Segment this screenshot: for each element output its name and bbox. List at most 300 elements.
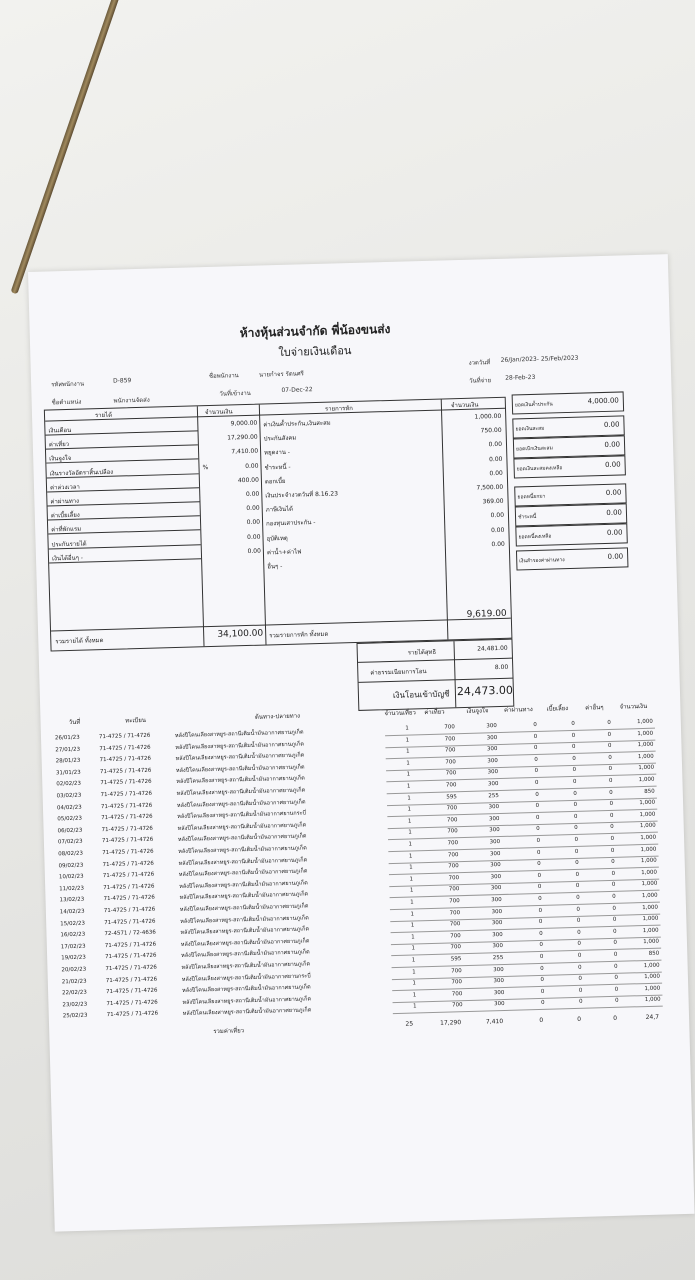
deduction-item-label: เงินประจำงวดวันที่ 8.16.23 bbox=[265, 490, 339, 500]
trip-cell: 300 bbox=[489, 839, 501, 846]
trip-cell: 700 bbox=[444, 724, 455, 731]
trip-cell: 1 bbox=[408, 829, 412, 836]
trip-cell: 0 bbox=[611, 859, 615, 866]
trip-cell: 1 bbox=[412, 980, 417, 987]
trip-cell: 05/02/23 bbox=[57, 815, 83, 823]
trip-cell: 1,000 bbox=[640, 857, 657, 865]
trip-cell: 1 bbox=[409, 876, 414, 883]
trip-cell: 71-4725 / 71-4726 bbox=[99, 767, 152, 775]
deduction-item-amount: 0.00 bbox=[490, 526, 505, 534]
deduction-item-label: ค่าน้ำ+ค่าไฟ bbox=[266, 548, 302, 557]
deduction-header-item: รายการหัก bbox=[324, 404, 353, 413]
trip-cell: 0 bbox=[607, 719, 611, 726]
trip-header-cell: ค่าเที่ยว bbox=[424, 708, 445, 717]
trip-cell: 71-4725 / 71-4726 bbox=[103, 895, 155, 903]
trip-cell: 700 bbox=[447, 840, 459, 847]
trip-cell: 0 bbox=[573, 790, 577, 797]
trip-cell: 300 bbox=[493, 978, 505, 985]
trip-cell: 17/02/23 bbox=[60, 943, 86, 951]
trip-cell: 0 bbox=[574, 825, 578, 832]
trip-cell: 0 bbox=[611, 882, 616, 889]
trip-cell: 700 bbox=[449, 909, 461, 917]
trip-cell: 23/02/23 bbox=[62, 1001, 88, 1009]
trip-cell: หลังปีโคนเลียงสาหยูร-สถานีเติมน้ำมันอากาศยานภูเก็ต bbox=[179, 891, 309, 902]
side-box-label: ยอดเบิกเงินสะสม bbox=[516, 445, 553, 453]
trip-cell: หลังปีโคนเลียงสาหยูร-สถานีเติมน้ำมันอากาศยานภูเก็ต bbox=[178, 868, 308, 879]
trip-cell: 300 bbox=[491, 908, 503, 915]
trip-cell: 1 bbox=[410, 911, 415, 918]
trip-cell: 1 bbox=[409, 864, 413, 871]
fee-label: ค่าธรรมเนียมการโอน bbox=[370, 668, 427, 677]
trip-cell: 1,000 bbox=[642, 904, 659, 911]
trip-cell: 0 bbox=[572, 755, 576, 762]
trip-header-cell: ทะเบียน bbox=[125, 716, 146, 725]
trip-cell: 1 bbox=[409, 887, 414, 894]
trip-cell: หลังปีโคนเลียงสาหยูร-สถานีเติมน้ำมันอากาศยานภูเก็ต bbox=[179, 880, 308, 890]
trip-cell: 07/02/23 bbox=[57, 839, 83, 846]
employee-id: D-859 bbox=[112, 377, 132, 385]
trip-cell: 1 bbox=[406, 783, 411, 790]
trip-cell: 03/02/23 bbox=[56, 792, 82, 800]
trip-cell: 700 bbox=[445, 770, 457, 777]
trip-cell: 0 bbox=[539, 942, 544, 949]
trip-cell: 0 bbox=[609, 801, 614, 808]
trip-cell: 1 bbox=[410, 899, 414, 906]
trip-cell: 1,000 bbox=[643, 962, 660, 969]
income-item-amount: 0.00 bbox=[247, 547, 261, 555]
trip-cell: 1,000 bbox=[636, 718, 653, 726]
trip-cell: 700 bbox=[451, 990, 463, 998]
trip-cell: 0 bbox=[607, 731, 612, 738]
trip-total-toll: 0 bbox=[539, 1016, 544, 1025]
income-item-label: เงินจูงใจ bbox=[49, 455, 72, 463]
trip-cell: 1,000 bbox=[639, 811, 656, 818]
trip-cell: 0 bbox=[573, 813, 578, 820]
trip-cell: 1 bbox=[411, 957, 416, 964]
trip-cell: 1,000 bbox=[640, 846, 657, 853]
trip-cell: 0 bbox=[538, 907, 543, 914]
deduction-item-amount: 0.00 bbox=[489, 469, 503, 477]
income-header-amount: จำนวนเงิน bbox=[204, 408, 233, 417]
trip-cell: หลังปีโคนเลียงสาหยูร-สถานีเติมน้ำมันอากาศยานภูเก็ต bbox=[175, 764, 305, 774]
company-title: ห้างหุ้นส่วนจำกัด พี่น้องขนส่ง bbox=[239, 321, 391, 341]
trip-cell: หลังปีโคนเลียงสาหยูร-สถานีเติมน้ำมันอากาศยานภูเก็ต bbox=[175, 741, 304, 751]
trip-cell: 1 bbox=[406, 760, 410, 767]
trip-cell: 1 bbox=[406, 771, 411, 779]
income-item-amount: 0.00 bbox=[245, 490, 260, 499]
pay-date: 28-Feb-23 bbox=[505, 373, 536, 382]
trip-cell: 300 bbox=[487, 757, 498, 765]
trip-cell: 71-4725 / 71-4726 bbox=[101, 837, 154, 845]
trip-cell: หลังปีโคนเลียงสาหยูร-สถานีเติมน้ำมันอากาศยานภูเก็ต bbox=[182, 1007, 312, 1018]
trip-header-cell: เงินจูงใจ bbox=[466, 707, 489, 715]
trip-cell: 1 bbox=[412, 992, 417, 999]
pay-date-label: วันที่จ่าย bbox=[469, 377, 492, 385]
trip-cell: หลังปีโคนเลียงสาหยูร-สถานีเติมน้ำมันอากาศยานภูเก็ต bbox=[181, 949, 310, 960]
trip-cell: 700 bbox=[450, 932, 461, 940]
income-item-label: เงินรางวัลอัตราสิ้นเปลือง bbox=[49, 468, 114, 478]
trip-cell: หลังปีโคนเลียงสาหยูร-สถานีเติมน้ำมันอากาศยานภูเก็ต bbox=[178, 845, 307, 856]
trip-cell: 71-4725 / 71-4726 bbox=[100, 790, 153, 799]
trip-cell: 1 bbox=[407, 795, 411, 802]
trip-cell: 71-4725 / 71-4726 bbox=[99, 744, 151, 752]
trip-header-cell: จำนวนเงิน bbox=[619, 702, 648, 711]
income-item-label: เงินได้อื่นๆ - bbox=[51, 554, 84, 563]
trip-cell: 0 bbox=[610, 835, 615, 842]
trip-cell: 0 bbox=[608, 777, 613, 784]
side-box-label: ยอดหนี้ยกมา bbox=[517, 493, 546, 501]
start-date-label: วันที่เข้างาน bbox=[219, 389, 251, 398]
trip-cell: 0 bbox=[612, 893, 616, 900]
trip-header-cell: วันที่ bbox=[68, 718, 81, 727]
trip-cell: 09/02/23 bbox=[58, 862, 84, 869]
trip-cell: 1 bbox=[405, 737, 410, 744]
income-item-amount: 0.00 bbox=[245, 462, 259, 470]
income-item-amount: 7,410.00 bbox=[231, 448, 259, 456]
trip-cell: 0 bbox=[576, 906, 581, 913]
trip-cell: 11/02/23 bbox=[59, 885, 85, 893]
trip-cell: 0 bbox=[609, 789, 613, 796]
side-box-value: 0.00 bbox=[606, 528, 623, 537]
trip-cell: 71-4725 / 71-4726 bbox=[101, 825, 153, 833]
trip-cell: 1 bbox=[410, 922, 415, 929]
trip-header-cell: ค่าผ่านทาง bbox=[504, 706, 533, 714]
trip-cell: 300 bbox=[490, 885, 502, 892]
trip-cell: 0 bbox=[535, 791, 539, 798]
trip-cell: 300 bbox=[492, 943, 504, 950]
side-box-label: ยอดเงินค้ำประกัน bbox=[514, 401, 553, 409]
trip-cell: 0 bbox=[577, 941, 582, 948]
trip-cell: 15/02/23 bbox=[60, 920, 85, 927]
trip-total-allowance: 0 bbox=[577, 1015, 582, 1023]
fee: 8.00 bbox=[494, 663, 509, 672]
trip-cell: 71-4725 / 71-4726 bbox=[102, 860, 154, 868]
trip-cell: 300 bbox=[489, 827, 500, 834]
trip-cell: 1,000 bbox=[638, 776, 655, 784]
trip-cell: 0 bbox=[535, 814, 540, 821]
trip-cell: 0 bbox=[578, 987, 583, 994]
trip-cell: 0 bbox=[573, 802, 578, 809]
trip-cell: 300 bbox=[486, 746, 498, 753]
deduction-item-amount: 1,000.00 bbox=[474, 412, 502, 421]
trip-cell: 700 bbox=[447, 851, 459, 859]
trip-cell: 1,000 bbox=[637, 730, 654, 737]
trip-cell: 700 bbox=[446, 817, 458, 824]
trip-cell: 700 bbox=[445, 782, 457, 789]
trip-cell: 300 bbox=[493, 966, 504, 973]
income-item-amount: 17,290.00 bbox=[227, 433, 258, 442]
trip-cell: หลังปีโคนเลียงสาหยูร-สถานีเติมน้ำมันอากาศยานภูเก็ต bbox=[178, 857, 308, 867]
trip-cell: 700 bbox=[451, 979, 463, 986]
trip-cell: 1 bbox=[407, 806, 412, 813]
position-label: ชื่อตำแหน่ง bbox=[51, 398, 82, 407]
income-item-label: ค่าเบี้ยเลี้ยง bbox=[50, 511, 80, 520]
trip-cell: 300 bbox=[494, 1001, 505, 1008]
trip-cell: 71-4725 / 71-4726 bbox=[105, 953, 157, 961]
trip-cell: 06/02/23 bbox=[57, 827, 83, 835]
trip-cell: 255 bbox=[492, 954, 504, 962]
trip-total-count: 25 bbox=[405, 1020, 414, 1028]
trip-cell: 0 bbox=[575, 883, 580, 890]
trip-cell: 1,000 bbox=[643, 939, 660, 946]
trip-total-label: รวมค่าเที่ยว bbox=[213, 1027, 245, 1036]
deduction-item-amount bbox=[447, 555, 505, 557]
period: 26/Jan/2023- 25/Feb/2023 bbox=[500, 354, 579, 364]
trip-cell: 71-4725 / 71-4726 bbox=[102, 848, 154, 857]
trip-cell: 595 bbox=[446, 793, 457, 801]
trip-cell: 1,000 bbox=[642, 927, 659, 934]
trip-cell: 0 bbox=[534, 779, 539, 787]
trip-cell: 0 bbox=[612, 917, 617, 924]
trip-cell: 0 bbox=[613, 951, 618, 958]
trip-cell: 1 bbox=[412, 969, 416, 976]
trip-cell: 16/02/23 bbox=[60, 931, 86, 939]
trip-cell: 1 bbox=[411, 934, 415, 941]
side-box-item bbox=[516, 547, 629, 570]
trip-cell: 0 bbox=[575, 871, 580, 878]
trip-cell: 700 bbox=[449, 921, 461, 928]
income-item-label: ค่าล่วงเวลา bbox=[49, 483, 80, 492]
trip-cell: 300 bbox=[486, 723, 497, 730]
trip-cell: 850 bbox=[644, 788, 655, 795]
income-total-label: รวมรายได้ ทั้งหมด bbox=[55, 637, 104, 646]
trip-cell: หลังปีโคนเลียงสาหยูร-สถานีเติมน้ำมันอากาศยานภูเก็ต bbox=[180, 915, 309, 925]
trip-cell: 72-4571 / 72-4636 bbox=[104, 929, 156, 938]
trip-cell: 0 bbox=[613, 940, 618, 947]
trip-cell: 0 bbox=[540, 965, 544, 972]
trip-cell: 1,000 bbox=[637, 753, 654, 760]
position: พนักงานจัดส่ง bbox=[113, 396, 150, 405]
trip-cell: 21/02/23 bbox=[61, 978, 87, 985]
side-box-item bbox=[513, 455, 626, 478]
income-item-label: ค่าผ่านทาง bbox=[50, 497, 80, 506]
trip-cell: 19/02/23 bbox=[61, 955, 86, 962]
trip-cell: 0 bbox=[574, 836, 579, 843]
deduction-item-label: ประกันสังคม bbox=[263, 434, 297, 443]
trip-cell: 0 bbox=[536, 837, 541, 845]
deduction-item-amount: 0.00 bbox=[488, 455, 503, 463]
side-box-label: ยอดเงินสะสม bbox=[515, 425, 545, 433]
trip-cell: 0 bbox=[536, 849, 541, 856]
trip-cell: 300 bbox=[487, 769, 499, 776]
deduction-item-label: หยุดงาน - bbox=[264, 449, 291, 457]
trip-cell: 1 bbox=[408, 853, 413, 860]
wooden-stick bbox=[11, 0, 125, 294]
trip-cell: 0 bbox=[575, 860, 579, 867]
income-item-amount: 9,000.00 bbox=[230, 419, 258, 428]
income-item-label: เงินเดือน bbox=[48, 426, 72, 435]
deduction-item-label: ดอกเบี้ย bbox=[264, 477, 286, 486]
income-item-amount: 0.00 bbox=[247, 533, 261, 541]
trip-cell: หลังปีโคนเลียงสาหยูร-สถานีเติมน้ำมันอากาศยานกระบี่ bbox=[177, 810, 307, 821]
income-item-label: ประกันรายได้ bbox=[51, 540, 87, 549]
trip-cell: หลังปีโคนเลียงสาหยูร-สถานีเติมน้ำมันอากาศยานภูเก็ต bbox=[182, 984, 311, 995]
trip-cell: หลังปีโคนเลียงสาหยูร-สถานีเติมน้ำมันอากาศยานภูเก็ต bbox=[176, 787, 306, 798]
pay-table bbox=[44, 397, 513, 652]
deduction-item-amount: 7,500.00 bbox=[476, 483, 504, 492]
deduction-item-amount: 0.00 bbox=[488, 441, 503, 449]
trip-cell: หลังปีโคนเลียงสาหยูร-สถานีเติมน้ำมันอากาศยานภูเก็ต bbox=[176, 775, 305, 786]
trip-cell: 1 bbox=[405, 725, 409, 732]
trip-cell: หลังปีโคนเลียงสาหยูร-สถานีเติมน้ำมันอากาศยานภูเก็ต bbox=[179, 903, 309, 914]
trip-cell: 0 bbox=[608, 754, 612, 761]
trip-cell: 0 bbox=[612, 905, 617, 912]
deduction-total: 9,619.00 bbox=[466, 608, 507, 620]
trip-cell: 0 bbox=[536, 826, 540, 833]
trip-cell: 1 bbox=[408, 841, 413, 848]
trip-cell: 700 bbox=[448, 874, 460, 882]
trip-cell: 300 bbox=[491, 920, 503, 927]
trip-cell: 300 bbox=[490, 873, 502, 881]
trip-cell: 0 bbox=[539, 953, 544, 960]
trip-cell: 1,000 bbox=[641, 892, 658, 900]
trip-cell: 0 bbox=[607, 743, 612, 750]
trip-cell: 1 bbox=[405, 748, 410, 755]
trip-cell: 0 bbox=[578, 975, 583, 983]
income-total: 34,100.00 bbox=[217, 628, 264, 640]
trip-cell: 0 bbox=[533, 733, 538, 740]
trip-total-other: 0 bbox=[613, 1014, 618, 1022]
trip-cell: 0 bbox=[537, 872, 542, 879]
transfer-amount: 24,473.00 bbox=[456, 683, 514, 699]
side-box-label: ชำระหนี้ bbox=[517, 513, 537, 521]
trip-cell: 700 bbox=[450, 944, 462, 951]
trip-cell: หลังปีโคนเลียงสาหยูร-สถานีเติมน้ำมันอากาศยานกระบี่ bbox=[181, 972, 311, 983]
employee-name-label: ชื่อพนักงาน bbox=[208, 372, 239, 380]
trip-cell: 71-4725 / 71-4726 bbox=[101, 813, 153, 822]
deduction-item-label: กองทุนเสาประกัน - bbox=[266, 519, 316, 528]
trip-cell: 700 bbox=[447, 828, 458, 835]
deduction-item-label: ค่าเงินค้ำประกัน,เงินสะสม bbox=[263, 419, 331, 429]
trip-cell: 71-4725 / 71-4726 bbox=[102, 871, 155, 880]
trip-cell: 02/02/23 bbox=[56, 781, 82, 788]
trip-cell: 300 bbox=[488, 804, 500, 811]
trip-cell: 0 bbox=[534, 756, 538, 763]
trip-cell: 1 bbox=[407, 818, 412, 825]
trip-cell: หลังปีโคนเลียงสาหยูร-สถานีเติมน้ำมันอากาศยานภูเก็ต bbox=[176, 799, 306, 809]
side-box-value: 0.00 bbox=[607, 552, 624, 561]
trip-cell: หลังปีโคนเลียงสาหยูร-สถานีเติมน้ำมันอากาศยานภูเก็ต bbox=[177, 822, 307, 832]
employee-id-label: รหัสพนักงาน bbox=[51, 380, 85, 389]
trip-cell: 0 bbox=[614, 974, 619, 982]
trip-cell: 1,000 bbox=[641, 869, 658, 876]
trip-cell: 71-4725 / 71-4726 bbox=[100, 779, 152, 787]
trip-cell: 300 bbox=[487, 781, 499, 788]
net-income: 24,481.00 bbox=[477, 644, 508, 653]
trip-cell: 0 bbox=[613, 928, 617, 935]
trip-cell: 71-4725 / 71-4726 bbox=[105, 976, 158, 984]
trip-cell: 300 bbox=[492, 931, 503, 939]
trip-cell: 700 bbox=[444, 735, 456, 743]
trip-cell: 31/01/23 bbox=[55, 769, 81, 777]
trip-cell: หลังปีโคนเลียงสาหยูร-สถานีเติมน้ำมันอากาศยานภูเก็ต bbox=[175, 752, 305, 763]
trip-total-amount: 24,7 bbox=[645, 1013, 660, 1022]
trip-cell: 0 bbox=[533, 721, 537, 729]
trip-cell: 71-4725 / 71-4726 bbox=[106, 999, 158, 1007]
deduction-item-amount: 369.00 bbox=[482, 497, 504, 506]
trip-cell: 71-4725 / 71-4726 bbox=[104, 941, 157, 949]
trip-cell: 0 bbox=[535, 803, 540, 810]
trip-cell: หลังปีโคนเลียงสาหยูร-สถานีเติมน้ำมันอากาศยานภูเก็ต bbox=[181, 961, 311, 971]
trip-cell: 1,000 bbox=[642, 915, 659, 923]
trip-cell: 1,000 bbox=[641, 881, 658, 888]
trip-cell: 700 bbox=[451, 967, 462, 975]
trip-cell: 300 bbox=[491, 897, 502, 904]
start-date: 07-Dec-22 bbox=[281, 386, 313, 394]
trip-cell: 71-4725 / 71-4726 bbox=[105, 964, 157, 973]
trip-cell: 0 bbox=[572, 767, 577, 774]
trip-cell: 700 bbox=[445, 759, 456, 766]
trip-cell: 0 bbox=[572, 778, 577, 785]
trip-cell: 0 bbox=[540, 977, 545, 984]
trip-cell: 71-4725 / 71-4726 bbox=[103, 883, 155, 891]
trip-cell: 300 bbox=[486, 734, 498, 741]
trip-cell: 700 bbox=[452, 1002, 463, 1009]
deduction-item-label: ภาษีเงินได้ bbox=[265, 505, 294, 514]
deduction-total-label: รวมรายการหัก ทั้งหมด bbox=[269, 630, 329, 640]
trip-header-cell: ต้นทาง-ปลายทาง bbox=[254, 712, 301, 721]
period-label: งวดวันที่ bbox=[468, 359, 491, 367]
trip-cell: 700 bbox=[449, 898, 460, 905]
trip-cell: 10/02/23 bbox=[58, 873, 84, 881]
side-box-value: 4,000.00 bbox=[587, 396, 619, 406]
trip-cell: 0 bbox=[608, 766, 613, 773]
trip-cell: 850 bbox=[648, 950, 660, 957]
trip-cell: 22/02/23 bbox=[62, 989, 87, 997]
side-box-value: 0.00 bbox=[605, 488, 622, 497]
trip-cell: 1,000 bbox=[640, 834, 657, 842]
trip-cell: 0 bbox=[610, 824, 614, 831]
trip-cell: 0 bbox=[533, 745, 538, 752]
trip-cell: 0 bbox=[577, 929, 581, 936]
trip-cell: 300 bbox=[493, 989, 505, 997]
trip-cell: 0 bbox=[539, 930, 543, 937]
income-item-label: ค่าเที่ยว bbox=[48, 441, 70, 449]
deduction-item-amount: 750.00 bbox=[480, 427, 502, 435]
trip-cell: 25/02/23 bbox=[62, 1013, 88, 1020]
trip-cell: 71-4725 / 71-4726 bbox=[106, 987, 158, 996]
trip-cell: หลังปีโคนเลียงสาหยูร-สถานีเติมน้ำมันอากาศยานภูเก็ต bbox=[177, 833, 307, 844]
trip-header-cell: จำนวนเที่ยว bbox=[384, 709, 416, 718]
trip-cell: 1,000 bbox=[644, 997, 661, 1004]
trip-cell: หลังปีโคนเลียงสาหยูร-สถานีเติมน้ำมันอากาศยานภูเก็ต bbox=[180, 926, 310, 937]
trip-cell: 04/02/23 bbox=[56, 804, 82, 811]
income-item-label: ค่าที่พักแรม bbox=[51, 526, 82, 534]
trip-total-incentive: 7,410 bbox=[485, 1018, 504, 1026]
side-box-item bbox=[515, 523, 628, 546]
document-subtitle: ใบจ่ายเงินเดือน bbox=[278, 344, 352, 360]
trip-cell: 0 bbox=[571, 732, 576, 739]
side-box-value: 0.00 bbox=[604, 440, 621, 449]
deduction-header-amount: จำนวนเงิน bbox=[450, 401, 479, 410]
trip-cell: 14/02/23 bbox=[59, 908, 85, 916]
trip-cell: 0 bbox=[615, 998, 619, 1005]
side-box-label: ยอดหนี้คงเหลือ bbox=[518, 533, 552, 541]
income-item-amount: 400.00 bbox=[237, 476, 259, 485]
income-item-amount: 0.00 bbox=[246, 504, 260, 513]
trip-cell: 1,000 bbox=[638, 765, 655, 772]
employee-name: นายกำจร รัตนศรี bbox=[258, 370, 304, 379]
trip-header-cell: เบี้ยเลี้ยง bbox=[546, 705, 569, 713]
trip-cell: 300 bbox=[488, 815, 500, 823]
trip-cell: 71-4725 / 71-4726 bbox=[104, 918, 156, 926]
trip-cell: 28/01/23 bbox=[55, 757, 81, 765]
deduction-item-amount: 0.00 bbox=[490, 512, 505, 520]
trip-cell: 595 bbox=[450, 956, 462, 963]
trip-cell: 0 bbox=[614, 986, 619, 993]
side-box-value: 0.00 bbox=[603, 420, 620, 429]
trip-cell: 0 bbox=[611, 870, 616, 877]
